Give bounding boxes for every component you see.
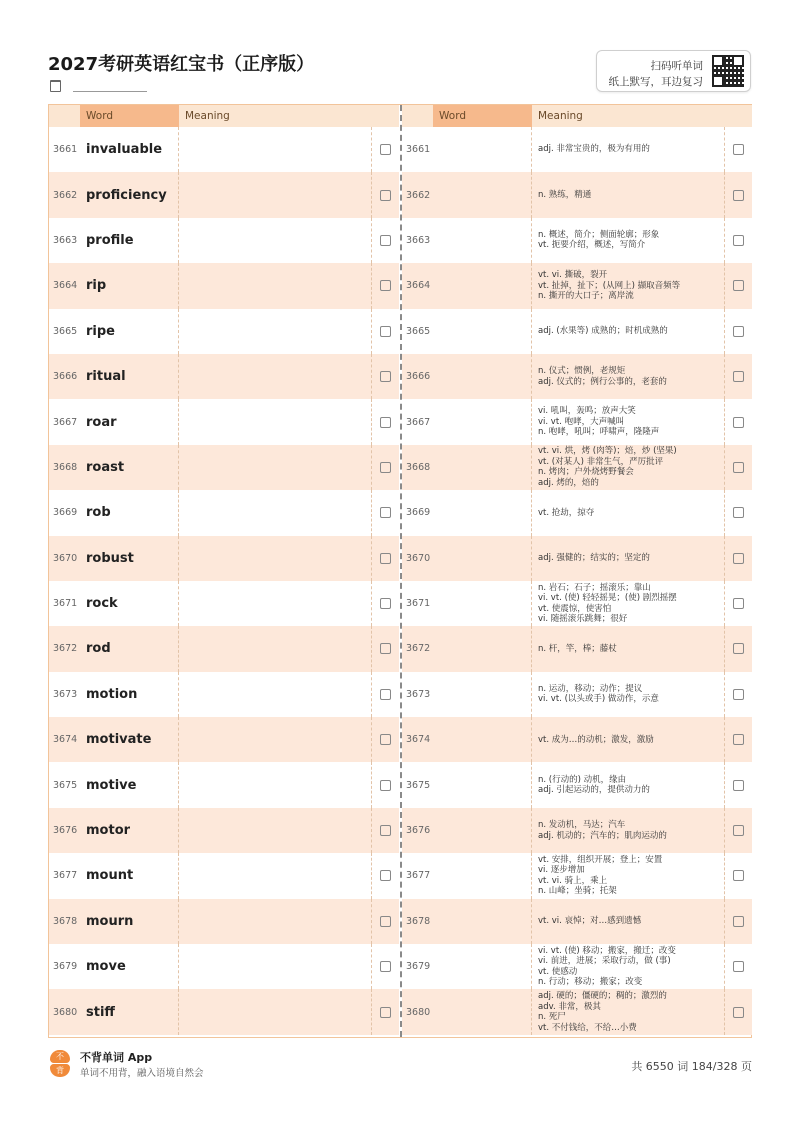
meaning-cell[interactable]: [179, 944, 372, 989]
table-row: [49, 399, 399, 444]
date-blank-line: [73, 91, 147, 92]
table-row: [49, 127, 399, 172]
entry-number: 3669: [49, 490, 80, 535]
meaning-cell: adj. 非常宝贵的，极为有用的: [532, 127, 725, 172]
meaning-cell: vt. 成为…的动机；激发，激励: [532, 717, 725, 762]
table-row: [49, 354, 399, 399]
word-cell: rock: [80, 581, 179, 626]
meaning-cell[interactable]: [179, 172, 372, 217]
checkbox[interactable]: [733, 462, 744, 473]
checkbox[interactable]: [380, 144, 391, 155]
meaning-cell: n. 运动，移动；动作；提议 vi. vt. (以头或手) 做动作，示意: [532, 672, 725, 717]
word-cell: rod: [80, 626, 179, 671]
table-row: [402, 399, 752, 444]
word-cell[interactable]: [433, 354, 532, 399]
checkbox[interactable]: [733, 598, 744, 609]
table-row: [49, 309, 399, 354]
entry-number: 3670: [53, 552, 78, 564]
word-cell: motion: [80, 672, 179, 717]
word-cell[interactable]: [433, 581, 532, 626]
entry-number: 3665: [49, 309, 80, 354]
word-cell: profile: [80, 218, 179, 263]
meaning-cell: vi. 吼叫，轰鸣；放声大笑 vi. vt. 咆哮，大声喊叫 n. 咆哮，吼叫；呼啸声，隆隆声: [532, 399, 725, 444]
word-cell[interactable]: [433, 172, 532, 217]
table-row: [49, 536, 399, 581]
word-cell: proficiency: [80, 172, 179, 217]
table-row: [402, 490, 752, 535]
meaning-cell[interactable]: [179, 354, 372, 399]
table-header: [49, 105, 399, 127]
table-row: [402, 626, 752, 671]
checkbox[interactable]: [380, 553, 391, 564]
table-row: [49, 989, 399, 1034]
checkbox[interactable]: [380, 280, 391, 291]
checkbox[interactable]: [380, 780, 391, 791]
entry-number: 3668: [53, 461, 78, 473]
entry-number: 3679: [402, 944, 433, 989]
entry-number: 3673: [49, 672, 80, 717]
checkbox[interactable]: [733, 235, 744, 246]
meaning-cell: vt. 抢劫，掠夺: [532, 490, 725, 535]
entry-number: 3676: [406, 825, 431, 837]
qr-code-icon[interactable]: [712, 55, 744, 87]
meaning-cell: adj. (水果等) 成熟的；时机成熟的: [532, 309, 725, 354]
entry-number: 3663: [49, 218, 80, 263]
header-meaning: Meaning: [532, 105, 725, 127]
table-row: [49, 899, 399, 944]
word-cell[interactable]: [433, 762, 532, 807]
header-word: Word: [80, 105, 179, 127]
word-cell: mourn: [80, 899, 179, 944]
entry-number: 3664: [406, 280, 431, 292]
table-row: [402, 899, 752, 944]
entry-number: 3668: [406, 461, 431, 473]
word-cell: motivate: [80, 717, 179, 762]
word-cell[interactable]: [433, 445, 532, 490]
table-row: [402, 762, 752, 807]
qr-caption-line2: 纸上默写，耳边复习: [608, 76, 703, 88]
table-row: [402, 536, 752, 581]
meaning-cell[interactable]: [179, 536, 372, 581]
meaning-cell[interactable]: [179, 717, 372, 762]
checkbox[interactable]: [733, 417, 744, 428]
entry-number: 3675: [49, 762, 80, 807]
word-cell: ripe: [80, 309, 179, 354]
entry-number: 3679: [49, 944, 80, 989]
checkbox[interactable]: [733, 144, 744, 155]
word-cell[interactable]: [433, 717, 532, 762]
meaning-cell[interactable]: [179, 853, 372, 898]
checkbox[interactable]: [733, 734, 744, 745]
meaning-cell[interactable]: [179, 445, 372, 490]
table-row: [402, 127, 752, 172]
checkbox[interactable]: [380, 961, 391, 972]
page-info: 共 6550 词 184/328 页: [631, 1060, 752, 1073]
header-meaning: Meaning: [179, 105, 372, 127]
entry-number: 3662: [406, 189, 431, 201]
table-row: [49, 581, 399, 626]
entry-number: 3677: [402, 853, 433, 898]
entry-number: 3672: [406, 643, 431, 655]
word-cell: roast: [80, 445, 179, 490]
word-cell[interactable]: [433, 672, 532, 717]
meaning-cell[interactable]: [179, 808, 372, 853]
entry-number: 3674: [53, 734, 78, 746]
word-cell[interactable]: [433, 218, 532, 263]
entry-number: 3672: [53, 643, 78, 655]
entry-number: 3678: [53, 915, 78, 927]
entry-number: 3663: [402, 218, 433, 263]
page-title: 2027考研英语红宝书（正序版）: [48, 54, 315, 75]
word-cell[interactable]: [433, 536, 532, 581]
meaning-cell: n. 发动机，马达；汽车 adj. 机动的；汽车的；肌肉运动的: [532, 808, 725, 853]
entry-number: 3666: [53, 371, 78, 383]
meaning-cell: vt. vi. 烘，烤 (肉等)；焙，炒 (坚果) vt. (对某人) 非常生气，严厉批评 n. 烤肉；户外烧烤野餐会 adj. 烤的，焙的: [532, 445, 725, 490]
entry-number: 3671: [402, 581, 433, 626]
meaning-cell: vi. vt. (使) 移动；搬家，搬迁；改变 vi. 前进，进展；采取行动，做 (事) vt. 使感动 n. 行动；移动；搬家；改变: [532, 944, 725, 989]
checkbox[interactable]: [380, 326, 391, 337]
table-header: [402, 105, 752, 127]
table-row: [402, 218, 752, 263]
app-slogan: 单词不用背，融入语境自然会: [80, 1068, 204, 1079]
word-cell[interactable]: [433, 309, 532, 354]
meaning-cell: n. 概述，简介；侧面轮廓；形象 vt. 扼要介绍，概述，写简介: [532, 218, 725, 263]
entry-number: 3674: [406, 734, 431, 746]
calendar-icon: [50, 80, 61, 92]
meaning-cell: n. (行动的) 动机，缘由 adj. 引起运动的，提供动力的: [532, 762, 725, 807]
table-row: [49, 762, 399, 807]
meaning-cell: vt. 安排，组织开展；登上；安置 vi. 逐步增加 vt. vi. 骑上，乘上 n. 山峰；坐骑；托架: [532, 853, 725, 898]
checkbox[interactable]: [380, 1007, 391, 1018]
meaning-column-table: [402, 105, 752, 1035]
checkbox[interactable]: [733, 825, 744, 836]
checkbox[interactable]: [733, 507, 744, 518]
checkbox[interactable]: [733, 689, 744, 700]
meaning-cell: n. 熟练，精通: [532, 172, 725, 217]
checkbox[interactable]: [733, 280, 744, 291]
word-cell: move: [80, 944, 179, 989]
entry-number: 3667: [402, 399, 433, 444]
meaning-cell: vt. vi. 哀悼；对…感到遗憾: [532, 899, 725, 944]
word-cell: robust: [80, 536, 179, 581]
word-cell: motor: [80, 808, 179, 853]
vocab-sheet: [48, 104, 752, 1038]
table-row: [402, 445, 752, 490]
entry-number: 3677: [49, 853, 80, 898]
entry-number: 3669: [402, 490, 433, 535]
app-logo: 不 背: [50, 1050, 72, 1078]
word-cell[interactable]: [433, 127, 532, 172]
word-cell: mount: [80, 853, 179, 898]
checkbox[interactable]: [733, 326, 744, 337]
table-row: [49, 672, 399, 717]
word-column-table: [49, 105, 399, 1035]
meaning-cell[interactable]: [179, 762, 372, 807]
table-row: [49, 490, 399, 535]
meaning-cell: n. 杆，竿，棒；藤杖: [532, 626, 725, 671]
meaning-cell: adj. 强健的；结实的；坚定的: [532, 536, 725, 581]
meaning-cell[interactable]: [179, 581, 372, 626]
word-cell: rob: [80, 490, 179, 535]
entry-number: 3665: [402, 309, 433, 354]
entry-number: 3667: [49, 399, 80, 444]
checkbox[interactable]: [733, 870, 744, 881]
checkbox[interactable]: [733, 643, 744, 654]
entry-number: 3662: [53, 189, 78, 201]
qr-panel: [596, 50, 751, 92]
meaning-cell[interactable]: [179, 989, 372, 1034]
checkbox[interactable]: [380, 417, 391, 428]
meaning-cell: n. 岩石；石子；摇滚乐；靠山 vi. vt. (使) 轻轻摇晃；(使) 剧烈摇摆 vt. 使震惊，使害怕 vi. 随摇滚乐跳舞；很好: [532, 581, 725, 626]
entry-number: 3676: [53, 825, 78, 837]
checkbox[interactable]: [380, 235, 391, 246]
checkbox[interactable]: [380, 870, 391, 881]
entry-number: 3661: [49, 127, 80, 172]
meaning-cell[interactable]: [179, 490, 372, 535]
table-row: [49, 218, 399, 263]
checkbox[interactable]: [380, 507, 391, 518]
word-cell[interactable]: [433, 853, 532, 898]
table-row: [402, 309, 752, 354]
meaning-cell[interactable]: [179, 672, 372, 717]
checkbox[interactable]: [380, 916, 391, 927]
word-cell[interactable]: [433, 399, 532, 444]
checkbox[interactable]: [733, 916, 744, 927]
entry-number: 3675: [402, 762, 433, 807]
word-cell: motive: [80, 762, 179, 807]
meaning-cell[interactable]: [179, 309, 372, 354]
meaning-cell: vt. vi. 撕破，裂开 vt. 扯掉，扯下；(从网上) 撷取音频等 n. 撕开的大口子；离岸流: [532, 263, 725, 308]
table-row: [402, 808, 752, 853]
table-row: [402, 989, 752, 1034]
table-row: [402, 717, 752, 762]
table-row: [49, 445, 399, 490]
entry-number: 3680: [406, 1006, 431, 1018]
table-row: [49, 172, 399, 217]
table-row: [49, 808, 399, 853]
checkbox[interactable]: [380, 734, 391, 745]
entry-number: 3670: [406, 552, 431, 564]
word-cell: ritual: [80, 354, 179, 399]
meaning-cell: n. 仪式；惯例，老规矩 adj. 仪式的；例行公事的，老套的: [532, 354, 725, 399]
checkbox[interactable]: [733, 371, 744, 382]
table-row: [49, 717, 399, 762]
table-row: [49, 626, 399, 671]
checkbox[interactable]: [733, 190, 744, 201]
checkbox[interactable]: [733, 961, 744, 972]
entry-number: 3673: [402, 672, 433, 717]
table-row: [49, 853, 399, 898]
meaning-cell[interactable]: [179, 263, 372, 308]
checkbox[interactable]: [380, 462, 391, 473]
checkbox[interactable]: [380, 825, 391, 836]
meaning-cell: adj. 硬的；僵硬的；稠的；激烈的 adv. 非常，极其 n. 死尸 vt. 不付钱给，不给…小费: [532, 989, 725, 1034]
meaning-cell[interactable]: [179, 127, 372, 172]
word-cell[interactable]: [433, 490, 532, 535]
meaning-cell[interactable]: [179, 626, 372, 671]
app-name: 不背单词 App: [80, 1051, 153, 1064]
table-row: [402, 672, 752, 717]
checkbox[interactable]: [380, 689, 391, 700]
meaning-cell[interactable]: [179, 218, 372, 263]
checkbox[interactable]: [733, 553, 744, 564]
table-row: [402, 263, 752, 308]
word-cell[interactable]: [433, 899, 532, 944]
table-row: [402, 944, 752, 989]
table-row: [49, 263, 399, 308]
entry-number: 3664: [53, 280, 78, 292]
word-cell[interactable]: [433, 808, 532, 853]
word-cell: invaluable: [80, 127, 179, 172]
table-row: [402, 354, 752, 399]
entry-number: 3661: [402, 127, 433, 172]
checkbox[interactable]: [380, 643, 391, 654]
table-row: [402, 853, 752, 898]
table-row: [402, 172, 752, 217]
entry-number: 3680: [53, 1006, 78, 1018]
table-row: [402, 581, 752, 626]
word-cell[interactable]: [433, 263, 532, 308]
table-row: [49, 944, 399, 989]
meaning-cell[interactable]: [179, 899, 372, 944]
checkbox[interactable]: [380, 190, 391, 201]
word-cell[interactable]: [433, 944, 532, 989]
checkbox[interactable]: [380, 371, 391, 382]
checkbox[interactable]: [733, 1007, 744, 1018]
header-word: Word: [433, 105, 532, 127]
date-field: [50, 80, 147, 92]
entry-number: 3671: [49, 581, 80, 626]
checkbox[interactable]: [380, 598, 391, 609]
word-cell[interactable]: [433, 989, 532, 1034]
word-cell: stiff: [80, 989, 179, 1034]
meaning-cell[interactable]: [179, 399, 372, 444]
word-cell: rip: [80, 263, 179, 308]
entry-number: 3678: [406, 915, 431, 927]
checkbox[interactable]: [733, 780, 744, 791]
word-cell: roar: [80, 399, 179, 444]
entry-number: 3666: [406, 371, 431, 383]
qr-caption-line1: 扫码听单词: [650, 60, 703, 72]
word-cell[interactable]: [433, 626, 532, 671]
